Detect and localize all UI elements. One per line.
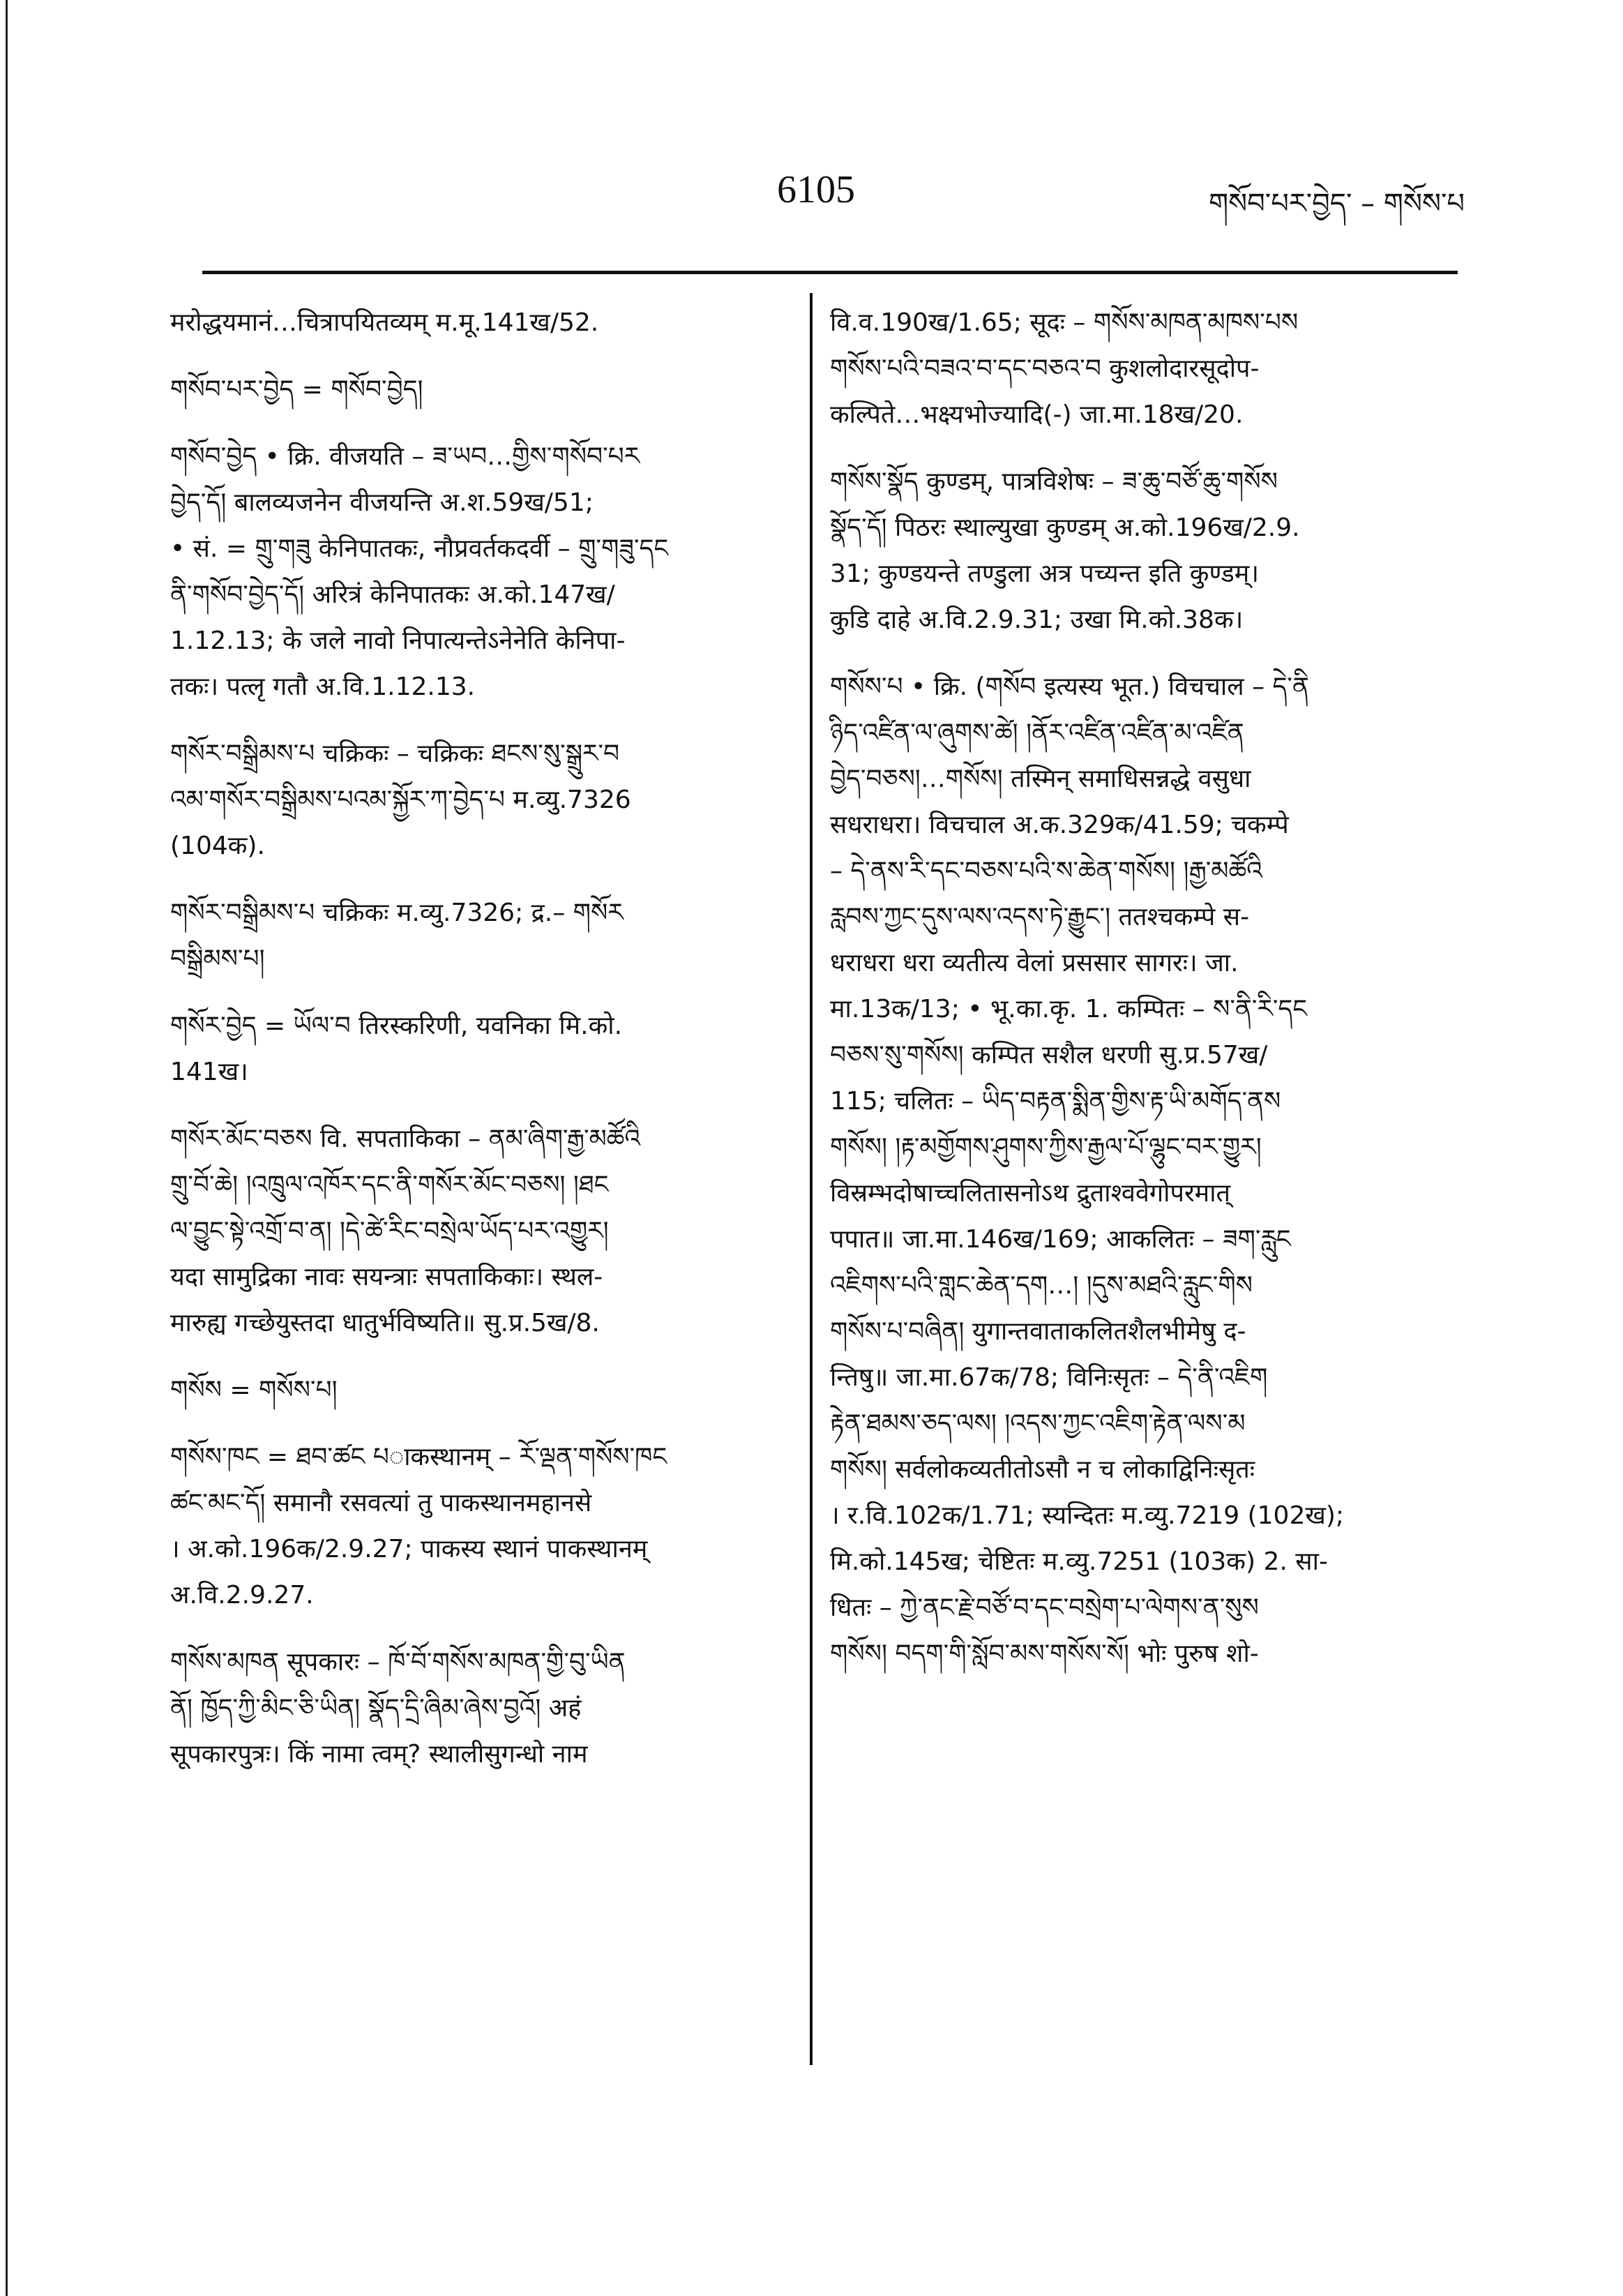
entry-line: རྟེན་ཐམས་ཅད་ལས། །འདས་ཀྱང་འཇིག་རྟེན་ལས་མ (830, 1409, 1246, 1438)
entry-line: ལ་བྱུང་སྟེ་འགྲོ་བ་ན། །དེ་ཚེ་རིང་བསྲེལ་ཡོད་པར་འགྱུར། (170, 1217, 609, 1245)
entry-line: བྱེད་དོ། बालव्यजनेन वीजयन्ति अ.श.59ख/51; (170, 488, 594, 517)
entry-line: གསོར་བསྒྲིམས་པ चक्रिकः – चक्रिकः ཐངས་སུ་སྒྲུར་བ (170, 740, 620, 768)
entry-line: विस्रम्भदोषाच्चलितासनोऽथ द्रुताश्ववेगोपरमात् (830, 1179, 1231, 1208)
entry-line: मा.13क/13; • भू.का.कृ. 1. कम्पितः – ས་ནི་རི་དང (830, 995, 1308, 1023)
entry-line: 141ख। (170, 1058, 248, 1086)
entry-line: གསོར་བྱེད = ཡོལ་བ तिरस्करिणी, यवनिका मि.को. (170, 1012, 623, 1040)
entry-line: གྲུ་བོ་ཆེ། །འཁྲུལ་འཁོར་དང་ནི་གསོར་མོང་བཅས། །ཐང (170, 1171, 609, 1199)
entry-line: གསོས་མཁན सूपकारः – ཁོ་བོ་གསོས་མཁན་གྱི་བུ་ཡིན (170, 1648, 626, 1676)
entry-line: བྱེད་བཅས།…གསོས། तस्मिन् समाधिसन्नद्धे वसुधा (830, 765, 1251, 793)
dictionary-entry (830, 300, 1444, 438)
entry-line: 31; कुण्डयन्ते तण्डुला अत्र पच्यन्त इति कुण्डम्। (830, 560, 1259, 588)
entry-line: अ.वि.2.9.27. (170, 1581, 314, 1610)
entry-line: कुडि दाहे अ.वि.2.9.31; उखा मि.को.38क। (830, 606, 1244, 634)
entry-line: གསོས་ཁང = ཐབ་ཚང པाकस्थानम् – རོ་ལྡན་གསོས་ཁང (170, 1443, 667, 1471)
entry-line: । अ.को.196क/2.9.27; पाकस्य स्थानं पाकस्थानम् (170, 1535, 648, 1563)
entry-line: འམ་གསོར་བསྒྲིམས་པའམ་སྐྱོར་ཀ་བྱེད་པ म.व्यु.7326 (170, 786, 631, 814)
right-column (830, 300, 1444, 1698)
entry-line: གསོས། सर्वलोकव्यतीतोऽसौ न च लोकाद्विनिःसृतः (830, 1455, 1255, 1484)
entry-line: ནི་གསོབ་བྱེད་དོ། अरित्रं केनिपातकः अ.को.147ख/ (170, 580, 615, 609)
entry-line: 1.12.13; के जले नावो निपात्यन्तेऽनेनेति केनिपा- (170, 626, 626, 655)
entry-line: (104क). (170, 832, 265, 860)
dictionary-entry (170, 1640, 784, 1778)
entry-line: གསོར་མོང་བཅས वि. सपताकिका – ནམ་ཞིག་རྒྱ་མཚོའི (170, 1125, 641, 1153)
entry-line: यदा सामुद्रिका नावः सयन्त्राः सपताकिकाः। स्थल- (170, 1263, 603, 1291)
entry-line: वि.व.190ख/1.65; सूदः – གསོས་མཁན་མཁས་པས (830, 308, 1299, 337)
entry-line: । र.वि.102क/1.71; स्यन्दितः म.व्यु.7219 (102ख); (830, 1501, 1344, 1530)
entry-line: धराधरा धरा व्यतीत्य वेलां प्रससार सागरः। जा. (830, 949, 1239, 977)
entry-line: सधराधरा। विचचाल अ.क.329क/41.59; चकम्पे (830, 811, 1289, 839)
dictionary-entry (170, 890, 784, 982)
entry-line: न्तिषु॥ जा.मा.67क/78; विनिःसृतः – དེ་ནི་འཇིག (830, 1363, 1268, 1392)
entry-line: ཚང་མང་དོ། समानौ रसवत्यां तु पाकस्थानमहानसे (170, 1489, 592, 1517)
entry-line: धितः – ཀྱེ་ནང་རྗེ་བཙོ་བ་དང་བསྲེག་པ་ལེགས་ན་སུས (830, 1593, 1259, 1622)
entry-line: གསོས་པ • क्रि. (གསོབ इत्यस्य भूत.) विचचाल – དེ་ནི (830, 673, 1309, 701)
dictionary-entry (170, 1434, 784, 1619)
entry-line: सूपकारपुत्रः। किं नामा त्वम्? स्थालीसुगन्धो नाम (170, 1740, 588, 1769)
dictionary-entry (170, 434, 784, 710)
dictionary-entry (170, 1367, 784, 1413)
dictionary-entry (170, 367, 784, 413)
entry-line: 115; चलितः – ཡིད་བརྟན་སྨིན་གྱིས་རྟ་ཡི་མགོད་ནས (830, 1087, 1281, 1116)
entry-line: གསོས་པ་བཞིན། युगान्तवाताकलितशैलभीमेषु द- (830, 1317, 1246, 1346)
entry-line: རླབས་ཀྱང་དུས་ལས་འདས་ཏེ་རྒྱུང་། ततश्चकम्पे स- (830, 903, 1250, 931)
entry-line: གསོས། །རྟ་མགྱོགས་ཤུགས་ཀྱིས་རྒྱལ་པོ་ལྷུང་བར་གྱུར། (830, 1133, 1262, 1162)
entry-line: ཉིད་འཛིན་ལ་ཞུགས་ཚེ། །ནོར་འཛིན་འཛིན་མ་འཛིན (830, 719, 1244, 747)
entry-line: मि.को.145ख; चेष्टितः म.व्यु.7251 (103क) 2. सा- (830, 1547, 1328, 1576)
dictionary-entry (830, 459, 1444, 643)
page-edge-rule (6, 0, 8, 2296)
entry-line: मरोद्धयमानं…चित्रापयितव्यम् म.मू.141ख/52. (170, 308, 599, 337)
entry-line: བསྒྲིམས་པ། (170, 945, 265, 973)
entry-line: གསོབ་བྱེད • क्रि. वीजयति – ཟ་ཡབ…གྱིས་གསོབ་པར (170, 442, 640, 471)
entry-line: བཅས་སུ་གསོས། कम्पित सशैल धरणी सु.प्र.57ख/ (830, 1041, 1268, 1070)
column-divider (810, 293, 813, 2065)
dictionary-entry (170, 1116, 784, 1346)
dictionary-entry (170, 300, 784, 346)
entry-line: मारुह्य गच्छेयुस्तदा धातुर्भविष्यति॥ सु.प्र.5ख/8. (170, 1309, 600, 1337)
entry-line: – དེ་ནས་རི་དང་བཅས་པའི་ས་ཆེན་གསོས། །རྒྱ་མཚོའི (830, 857, 1262, 885)
entry-line: पपात॥ जा.मा.146ख/169; आकलितः – ཟག་རླུང (830, 1225, 1291, 1254)
entry-line: • सं. = གྲུ་གཟུ केनिपातकः, नौप्रवर्तकदर्वी – གྲུ་གཟུ་དང (170, 534, 669, 563)
dictionary-entry (170, 1003, 784, 1095)
dictionary-entry (830, 664, 1444, 1677)
entry-line: གསོས། བདག་གི་སློབ་མས་གསོས་སོ། भोः पुरुष शो- (830, 1640, 1259, 1668)
left-column (170, 300, 784, 1799)
entry-line: གསོར་བསྒྲིམས་པ चक्रिकः म.व्यु.7326; द्र.– གསོར (170, 899, 624, 927)
entry-line: འཇིགས་པའི་གླང་ཆེན་དག…། །དུས་མཐའི་རླུང་གིས (830, 1271, 1253, 1300)
entry-line: གསོས་པའི་བཟའ་བ་དང་བཅའ་བ कुशलोदारसूदोप- (830, 354, 1260, 383)
entry-line: कल्पिते…भक्ष्यभोज्यादि(-) जा.मा.18ख/20. (830, 400, 1244, 429)
entry-line: ནོ། ཁྱོད་ཀྱི་མིང་ཅི་ཡིན། སྣོད་དྲི་ཞིམ་ཞེས་བྱའོ། अहं (170, 1694, 582, 1723)
running-head: གསོབ་པར་བྱེད་ – གསོས་པ (1209, 188, 1465, 220)
entry-line: གསོས = གསོས་པ། (170, 1376, 338, 1404)
entry-line: གསོས་སྣོད कुण्डम्, पात्रविशेषः – ཟ་ཆུ་བཙོ་ཆུ་གསོས (830, 467, 1278, 496)
entry-line: तकः। पत्लृ गतौ अ.वि.1.12.13. (170, 673, 476, 701)
header-rule (202, 271, 1458, 274)
page-number: 6105 (777, 168, 855, 211)
entry-line: སྣོད་དོ། पिठरः स्थाल्युखा कुण्डम् अ.को.196ख/2.9. (830, 513, 1300, 542)
entry-line: གསོབ་པར་བྱེད = གསོབ་བྱེད། (170, 375, 423, 404)
dictionary-entry (170, 731, 784, 869)
